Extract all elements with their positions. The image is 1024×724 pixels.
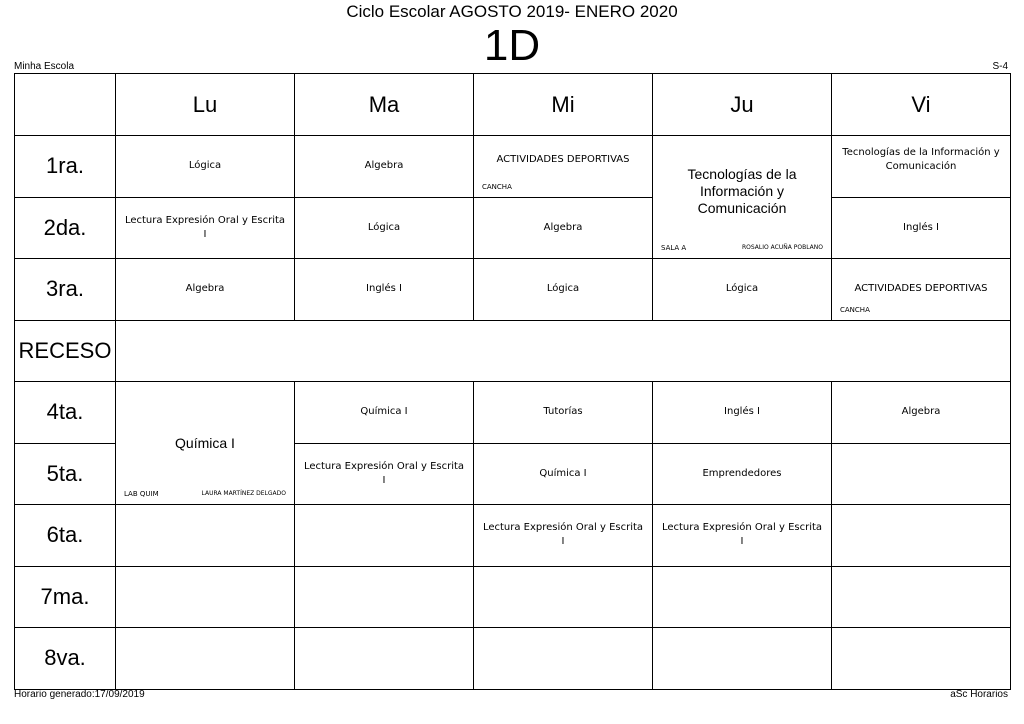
- lesson-subject: Lectura Expresión Oral y Escrita I: [482, 522, 644, 548]
- day-header-mi: Mi: [474, 74, 653, 136]
- lesson-subject: Inglés I: [724, 406, 760, 418]
- lesson-cell: [116, 382, 295, 505]
- period-row: [15, 566, 1011, 628]
- lesson-cell: [474, 197, 653, 259]
- lesson-room: CANCHA: [482, 182, 512, 191]
- lesson-cell: [474, 259, 653, 321]
- period-row: [15, 505, 1011, 567]
- lesson-cell: [653, 443, 832, 505]
- lesson-cell: [116, 136, 295, 198]
- lesson-teacher: LAURA MARTÍNEZ DELGADO: [201, 490, 286, 497]
- lesson-cell: [474, 136, 653, 198]
- period-label: 7ma.: [15, 566, 116, 628]
- empty-cell: [116, 566, 295, 628]
- empty-cell: [295, 628, 474, 690]
- period-label: 8va.: [15, 628, 116, 690]
- period-row: [15, 259, 1011, 321]
- lesson-subject: ACTIVIDADES DEPORTIVAS: [496, 154, 630, 166]
- day-header-row: [15, 74, 1011, 136]
- lesson-subject: Lectura Expresión Oral y Escrita I: [124, 214, 286, 240]
- lesson-cell: [832, 382, 1011, 444]
- lesson-room: SALA A: [661, 244, 687, 252]
- lesson-cell: [116, 259, 295, 321]
- class-name: 1D: [483, 21, 541, 70]
- empty-cell: [474, 628, 653, 690]
- recess-row: [15, 320, 1011, 382]
- lesson-subject: Algebra: [543, 221, 583, 233]
- school-name: Minha Escola: [14, 61, 75, 72]
- lesson-cell: [474, 382, 653, 444]
- timetable-grid: [14, 73, 1011, 690]
- lesson-cell: [295, 197, 474, 259]
- lesson-cell: [116, 197, 295, 259]
- empty-cell: [832, 505, 1011, 567]
- day-header-ju: Ju: [653, 74, 832, 136]
- lesson-teacher: ROSALIO ACUÑA POBLANO: [742, 244, 823, 251]
- room-code: S-4: [992, 61, 1008, 72]
- lesson-cell: [653, 259, 832, 321]
- lesson-cell: [653, 382, 832, 444]
- day-header-ma: Ma: [295, 74, 474, 136]
- period-label: 5ta.: [15, 443, 116, 505]
- lesson-cell: [295, 443, 474, 505]
- lesson-cell: [653, 505, 832, 567]
- lesson-cell: [653, 136, 832, 259]
- lesson-cell: [832, 136, 1011, 198]
- empty-cell: [653, 628, 832, 690]
- software-name: aSc Horarios: [950, 689, 1008, 700]
- lesson-subject: Química I: [175, 434, 235, 451]
- lesson-cell: [474, 443, 653, 505]
- lesson-subject: Lectura Expresión Oral y Escrita I: [661, 522, 823, 548]
- lesson-subject: Emprendedores: [702, 467, 782, 479]
- corner-cell: [15, 74, 116, 136]
- period-label: 2da.: [15, 197, 116, 259]
- lesson-subject: Lógica: [546, 283, 580, 295]
- lesson-subject: ACTIVIDADES DEPORTIVAS: [854, 283, 988, 295]
- period-label: RECESO: [15, 320, 116, 382]
- day-header-lu: Lu: [116, 74, 295, 136]
- empty-cell: [653, 566, 832, 628]
- lesson-subject: Lógica: [725, 283, 759, 295]
- period-label: 1ra.: [15, 136, 116, 198]
- lesson-cell: [832, 197, 1011, 259]
- period-row: [15, 197, 1011, 259]
- lesson-subject: Tecnologías de la Información y Comunicación: [687, 165, 797, 216]
- generated-date: Horario generado:17/09/2019: [14, 689, 145, 700]
- lesson-room: LAB QUIM: [124, 490, 159, 498]
- lesson-subject: Tutorías: [543, 406, 583, 418]
- recess-cell: [116, 320, 1011, 382]
- period-row: [15, 136, 1011, 198]
- lesson-subject: Química I: [539, 467, 587, 479]
- empty-cell: [832, 628, 1011, 690]
- lesson-cell: [295, 259, 474, 321]
- lesson-subject: Lógica: [367, 221, 401, 233]
- empty-cell: [295, 505, 474, 567]
- period-label: 4ta.: [15, 382, 116, 444]
- period-label: 6ta.: [15, 505, 116, 567]
- lesson-subject: Tecnologías de la Información y Comunicación: [842, 147, 1000, 173]
- lesson-subject: Inglés I: [366, 283, 402, 295]
- lesson-cell: [295, 136, 474, 198]
- period-row: [15, 628, 1011, 690]
- lesson-subject: Algebra: [364, 160, 404, 172]
- lesson-subject: Inglés I: [903, 221, 939, 233]
- period-row: [15, 382, 1011, 444]
- empty-cell: [474, 566, 653, 628]
- empty-cell: [295, 566, 474, 628]
- lesson-cell: [295, 382, 474, 444]
- empty-cell: [832, 443, 1011, 505]
- lesson-room: CANCHA: [840, 305, 870, 314]
- lesson-cell: [832, 259, 1011, 321]
- empty-cell: [116, 505, 295, 567]
- lesson-subject: Química I: [360, 406, 408, 418]
- period-label: 3ra.: [15, 259, 116, 321]
- lesson-subject: Lectura Expresión Oral y Escrita I: [303, 460, 465, 486]
- lesson-subject: Algebra: [901, 406, 941, 418]
- lesson-subject: Lógica: [188, 160, 222, 172]
- empty-cell: [116, 628, 295, 690]
- lesson-cell: [474, 505, 653, 567]
- day-header-vi: Vi: [832, 74, 1011, 136]
- lesson-subject: Algebra: [185, 283, 225, 295]
- schedule-title: Ciclo Escolar AGOSTO 2019- ENERO 2020: [346, 2, 678, 21]
- empty-cell: [832, 566, 1011, 628]
